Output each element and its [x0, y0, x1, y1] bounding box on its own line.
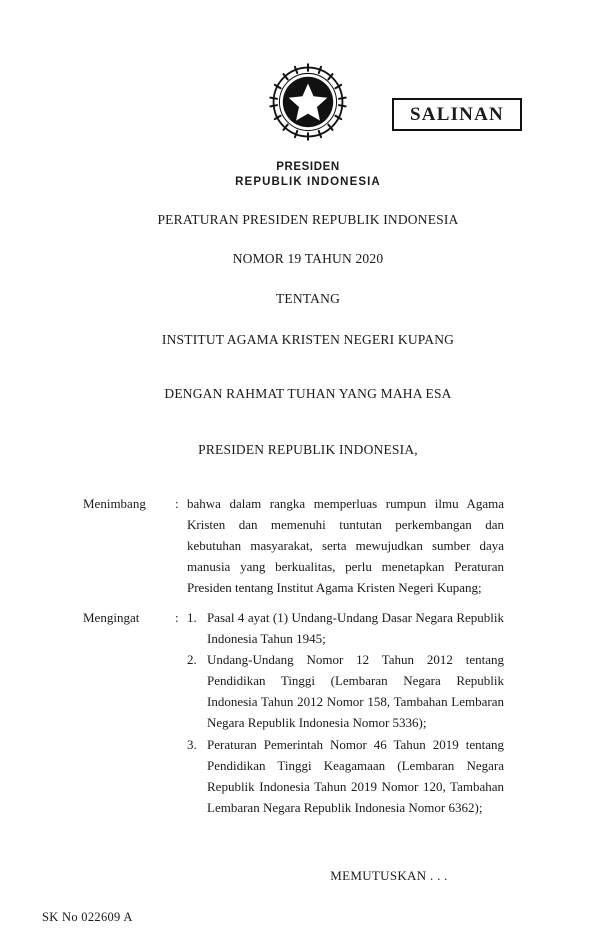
- emblem-container: [0, 60, 616, 149]
- continuation-note: MEMUTUSKAN . . .: [330, 868, 448, 883]
- title-issuer: PRESIDEN REPUBLIK INDONESIA,: [198, 441, 418, 457]
- clause-mengingat-colon: :: [175, 610, 179, 626]
- salinan-stamp: [392, 98, 522, 131]
- list-item-number: 2.: [187, 652, 197, 668]
- header-republik-indonesia: REPUBLIK INDONESIA: [235, 176, 381, 188]
- clause-mengingat-list: [187, 607, 504, 817]
- clause-menimbang: [0, 493, 616, 598]
- clause-menimbang-paragraph: bahwa dalam rangka memperluas rumpun ilmu Agama Kristen dan memenuhi tuntutan perkembangan dan kebutuhan masyarakat, serta mewujudkan sumber daya manusia yang berkualitas, perlu menetapkan Peraturan Presiden tentang Institut Agama Kristen Negeri Kupang;: [187, 496, 504, 596]
- header-presiden: PRESIDEN: [276, 161, 340, 173]
- title-spacer-3: [0, 308, 616, 332]
- list-item-number: 1.: [187, 610, 197, 626]
- title-invocation: DENGAN RAHMAT TUHAN YANG MAHA ESA: [164, 385, 452, 401]
- document-title-block: [0, 212, 616, 458]
- clause-menimbang-colon: :: [175, 496, 179, 511]
- title-spacer-2: [0, 267, 616, 291]
- salinan-stamp-label: SALINAN: [410, 103, 504, 125]
- list-item-text: Undang-Undang Nomor 12 Tahun 2012 tentang Pendidikan Tinggi (Lembaran Negara Republik Indonesia Tahun 2012 Nomor 158, Tambahan Lembaran Negara Republik Indonesia Nomor 5336);: [207, 652, 504, 731]
- clause-mengingat: [0, 607, 616, 817]
- list-item: [187, 649, 504, 733]
- list-item-number: 3.: [187, 736, 197, 752]
- clauses-block: [0, 493, 616, 827]
- title-spacer-5: [0, 402, 616, 442]
- clause-mengingat-list-wrap: [187, 607, 504, 817]
- title-tentang: TENTANG: [275, 291, 341, 307]
- title-regulation-name: PERATURAN PRESIDEN REPUBLIK INDONESIA: [157, 212, 459, 227]
- clause-mengingat-label: Mengingat: [83, 610, 140, 626]
- clause-menimbang-label: Menimbang: [83, 496, 146, 511]
- sk-code: SK No 022609 A: [42, 910, 133, 924]
- title-subject: INSTITUT AGAMA KRISTEN NEGERI KUPANG: [161, 331, 455, 347]
- list-item: [187, 734, 504, 818]
- title-spacer-4: [0, 348, 616, 386]
- title-spacer-1: [0, 228, 616, 251]
- garuda-star-emblem-icon: [266, 60, 350, 144]
- title-number: NOMOR 19 TAHUN 2020: [232, 251, 384, 267]
- list-item: [187, 607, 504, 649]
- list-item-text: Pasal 4 ayat (1) Undang-Undang Dasar Negara Republik Indonesia Tahun 1945;: [207, 610, 504, 647]
- clause-menimbang-text: [187, 493, 504, 598]
- list-item-text: Peraturan Pemerintah Nomor 46 Tahun 2019 tentang Pendidikan Tinggi Keagamaan (Lembaran Negara Republik Indonesia Tahun 2019 Nomor 120, Tambahan Lembaran Negara Republik Indonesia Nomor 6362);: [207, 736, 504, 815]
